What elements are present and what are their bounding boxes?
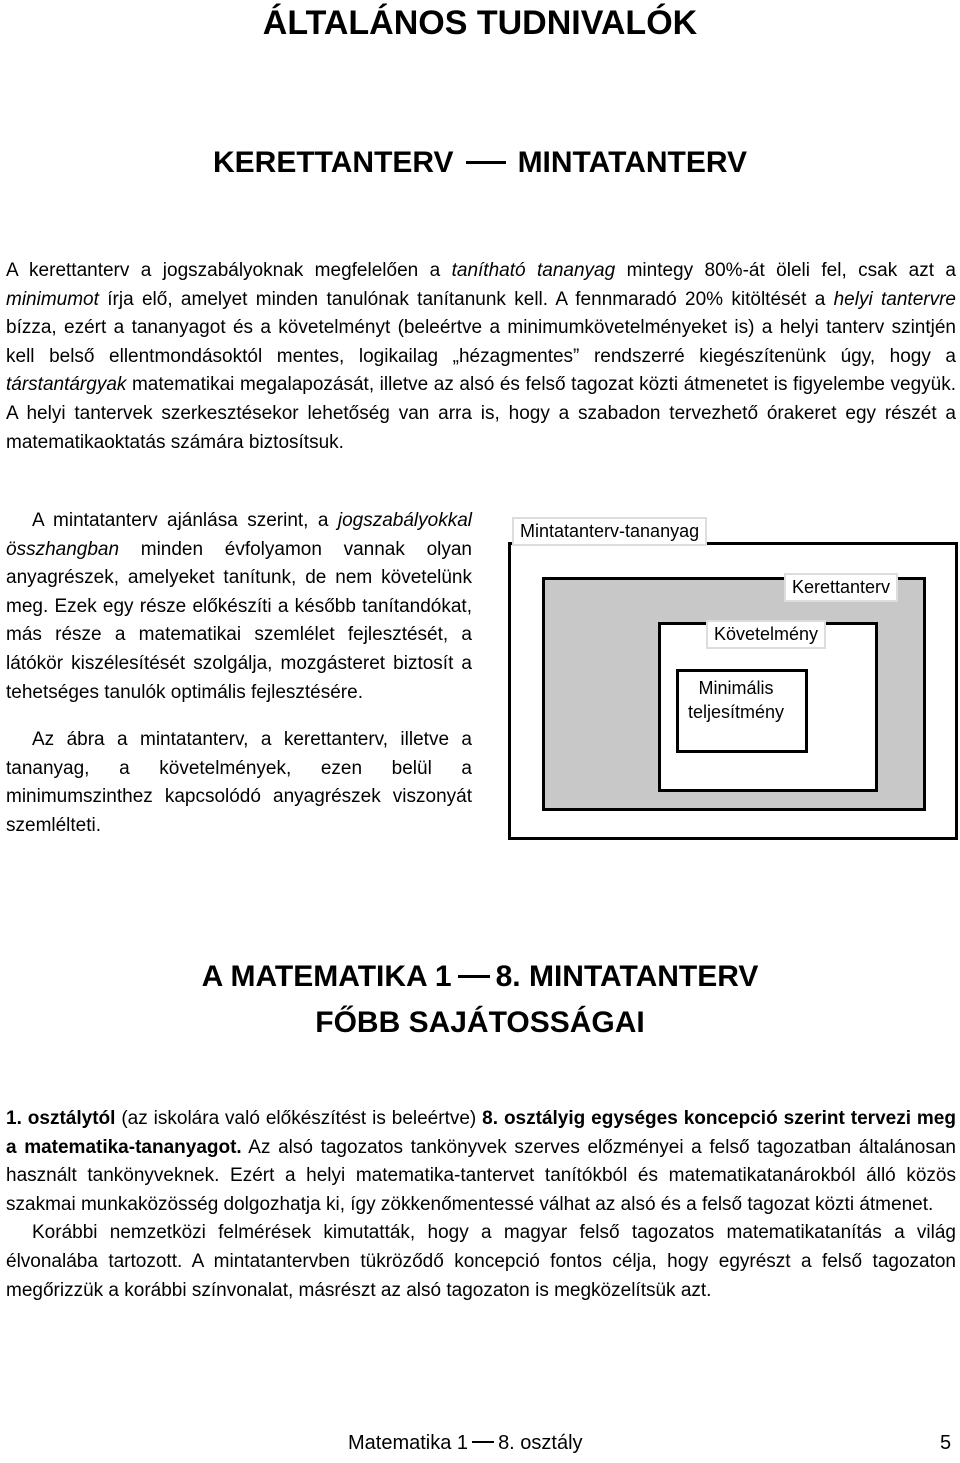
heading-right: MINTATANTERV [517, 146, 747, 179]
label-kerettanterv: Kerettanterv [784, 573, 898, 602]
text: matematikai megalapozását, illetve az alsó és felső tagozat közti átmenetet is figyelembe vegyük. A helyi tantervek szerkesztésekor lehetőség van arra is, hogy a szabadon tervezhető órakeret egy részét a matematikaoktatás számára biztosítsuk. [6, 374, 956, 453]
dash [458, 975, 490, 978]
bold-text: 1. osztálytól [6, 1108, 116, 1129]
paragraph-mintatanterv [6, 488, 472, 860]
emphasis: társtantárgyak [6, 374, 127, 396]
heading-line2: FŐBB SAJÁTOSSÁGAI [315, 1006, 645, 1039]
text: A kerettanterv a jogszabályoknak megfelelően a [6, 260, 452, 281]
paragraph-body [6, 1105, 956, 1305]
text: (az iskolára való előkészítést is beleértve) [115, 1108, 483, 1129]
label-mintatanterv: Mintatanterv-tananyag [512, 517, 707, 546]
emphasis: tanítható tananyag [451, 260, 616, 281]
heading-line1 [0, 954, 960, 1000]
label-minimalis-line1: Minimális [698, 678, 774, 698]
text: Az alsó tagozatos tankönyvek szerves előzményei a felső tagozatban általánosan használt tankönyveknek. Ezért a helyi matematika-tantervet tanítókból és matematikatanárokból álló közös szakmai munkaközösség dolgozhatja ki, így zökkenőmentessé válhat az alsó és a felső tagozat közti átmenet. [6, 1136, 956, 1215]
bold-text: 8. osztályig egységes koncepció szerint tervezi meg a matematika-tananyagot. [6, 1108, 956, 1158]
text: 8. osztály [498, 1432, 583, 1454]
label-kovetelmeny: Követelmény [706, 620, 826, 649]
label-minimalis-line2: teljesítmény [688, 702, 785, 722]
text: 8. MINTATANTERV [495, 960, 759, 993]
text: bízza, ezért a tananyagot és a követelményt (beleértve a minimumkövetelményeket is) a helyi tanterv szintjén kell belső ellentmondásoktól mentes, logikailag „hézagmentes” rendszerré kiegészítenünk úgy, hogy a [6, 317, 956, 367]
emphasis: jogszabályokkal összhangban [6, 510, 472, 560]
text: minden évfolyamon vannak olyan anyagrészek, amelyeket tanítunk, de nem követelünk meg. Ezek egy része előkészíti a később tanítandókat, más része a matematikai szemlélet fejlesztését, a látókör kiszélesítését szolgálja, mozgásteret biztosít a tehetséges tanulók optimális fejlesztésére. [6, 538, 472, 703]
page-number: 5 [940, 1432, 952, 1454]
label-minimalis [682, 674, 790, 726]
dash [466, 161, 506, 164]
section-heading-kerettanterv [0, 146, 960, 180]
emphasis: minimumot [6, 288, 99, 310]
section-heading-matematika [0, 954, 960, 1046]
text: Matematika 1 [348, 1432, 469, 1454]
dash [472, 1441, 494, 1443]
text: A MATEMATIKA 1 [201, 960, 452, 993]
text: mintegy 80%-át öleli fel, csak azt a [615, 260, 956, 281]
text: A mintatanterv ajánlása szerint, a [32, 510, 338, 531]
heading-left: KERETTANTERV [212, 146, 454, 179]
page-title: ÁLTALÁNOS TUDNIVALÓK [262, 4, 698, 42]
paragraph-korabbi: Korábbi nemzetközi felmérések kimutatták, hogy a magyar felső tagozatos matematikatanítás a világ élvonalába tartozott. A mintatantervben tükröződő koncepció fontos célja, hogy egyrészt a felső tagozaton megőrizzük a korábbi színvonalat, másrészt az alsó tagozaton is megközelítsük azt. [6, 1222, 956, 1301]
footer-title [348, 1432, 583, 1455]
text: írja elő, amelyet minden tanulónak tanítanunk kell. A fennmaradó 20% kitöltését a [98, 288, 834, 310]
paragraph-diagram-caption: Az ábra a mintatanterv, a kerettanterv, illetve a tananyag, a követelmények, ezen belül a minimumszinthez kapcsolódó anyagrészek viszonyát szemlélteti. [6, 729, 472, 836]
paragraph-intro [6, 257, 956, 457]
emphasis: helyi tantervre [833, 288, 956, 310]
